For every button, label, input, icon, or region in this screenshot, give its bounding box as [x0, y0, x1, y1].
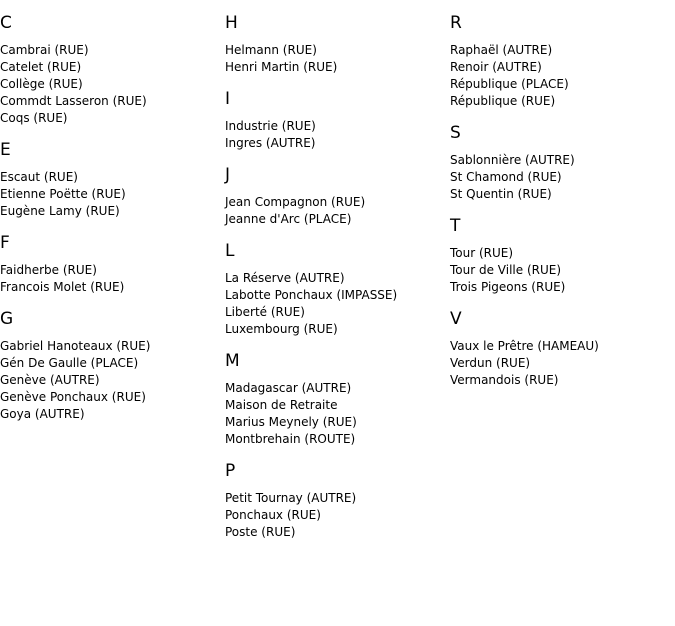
street-link[interactable]: Henri Martin (RUE) — [225, 60, 338, 74]
street-link[interactable]: Trois Pigeons (RUE) — [450, 280, 566, 294]
street-link[interactable]: Coqs (RUE) — [0, 111, 68, 125]
street-link[interactable]: Ponchaux (RUE) — [225, 508, 321, 522]
street-link[interactable]: Helmann (RUE) — [225, 43, 317, 57]
street-link[interactable]: Labotte Ponchaux (IMPASSE) — [225, 288, 398, 302]
section-letter-heading: E — [0, 140, 11, 160]
letter-section — [225, 88, 450, 152]
letter-section — [225, 164, 450, 228]
street-index-column-2 — [225, 12, 450, 553]
section-letter-heading: S — [450, 123, 461, 143]
street-link[interactable]: Raphaël (AUTRE) — [450, 43, 553, 57]
street-link[interactable]: Commdt Lasseron (RUE) — [0, 94, 147, 108]
section-letter-heading: G — [0, 309, 14, 329]
street-link[interactable]: Verdun (RUE) — [450, 356, 531, 370]
street-link[interactable]: Tour (RUE) — [450, 246, 514, 260]
section-letter-heading: R — [450, 13, 462, 33]
street-link[interactable]: La Réserve (AUTRE) — [225, 271, 345, 285]
street-link[interactable]: Escaut (RUE) — [0, 170, 78, 184]
street-link[interactable]: Liberté (RUE) — [225, 305, 305, 319]
letter-section — [0, 12, 225, 127]
section-letter-heading: F — [0, 233, 10, 253]
letter-section — [225, 460, 450, 541]
street-link[interactable]: Goya (AUTRE) — [0, 407, 85, 421]
street-link[interactable]: St Chamond (RUE) — [450, 170, 562, 184]
section-letter-heading: L — [225, 241, 235, 261]
letter-section — [450, 215, 675, 296]
street-link[interactable]: Genève (AUTRE) — [0, 373, 100, 387]
letter-section — [0, 232, 225, 296]
street-link[interactable]: Madagascar (AUTRE) — [225, 381, 352, 395]
street-link[interactable]: St Quentin (RUE) — [450, 187, 552, 201]
street-link[interactable]: Genève Ponchaux (RUE) — [0, 390, 146, 404]
street-link[interactable]: Collège (RUE) — [0, 77, 83, 91]
section-letter-heading: I — [225, 89, 231, 109]
letter-section — [450, 308, 675, 389]
letter-section — [450, 122, 675, 203]
street-link[interactable]: Marius Meynely (RUE) — [225, 415, 357, 429]
street-link[interactable]: Vermandois (RUE) — [450, 373, 559, 387]
street-link[interactable]: Maison de Retraite — [225, 398, 338, 412]
street-link[interactable]: Ingres (AUTRE) — [225, 136, 316, 150]
section-letter-heading: M — [225, 351, 240, 371]
letter-section — [225, 240, 450, 338]
street-link[interactable]: République (RUE) — [450, 94, 556, 108]
street-link[interactable]: Gén De Gaulle (PLACE) — [0, 356, 139, 370]
street-link[interactable]: Eugène Lamy (RUE) — [0, 204, 120, 218]
letter-section — [225, 350, 450, 448]
street-link[interactable]: Etienne Poëtte (RUE) — [0, 187, 126, 201]
section-letter-heading: H — [225, 13, 238, 33]
letter-section — [225, 12, 450, 76]
section-letter-heading: C — [0, 13, 12, 33]
letter-section — [0, 308, 225, 423]
street-link[interactable]: Jean Compagnon (RUE) — [225, 195, 366, 209]
section-letter-heading: T — [450, 216, 461, 236]
street-link[interactable]: Catelet (RUE) — [0, 60, 82, 74]
street-link[interactable]: Luxembourg (RUE) — [225, 322, 338, 336]
section-letter-heading: P — [225, 461, 236, 481]
street-link[interactable]: Industrie (RUE) — [225, 119, 316, 133]
section-letter-heading: V — [450, 309, 462, 329]
street-link[interactable]: Montbrehain (ROUTE) — [225, 432, 356, 446]
street-link[interactable]: Francois Molet (RUE) — [0, 280, 125, 294]
street-link[interactable]: Faidherbe (RUE) — [0, 263, 97, 277]
street-link[interactable]: Gabriel Hanoteaux (RUE) — [0, 339, 151, 353]
section-letter-heading: J — [225, 165, 231, 185]
street-link[interactable]: Cambrai (RUE) — [0, 43, 89, 57]
street-link[interactable]: Jeanne d'Arc (PLACE) — [225, 212, 352, 226]
street-link[interactable]: République (PLACE) — [450, 77, 569, 91]
street-index-column-3 — [450, 12, 675, 401]
letter-section — [0, 139, 225, 220]
street-index-column-1 — [0, 12, 225, 435]
street-link[interactable]: Poste (RUE) — [225, 525, 296, 539]
street-link[interactable]: Renoir (AUTRE) — [450, 60, 542, 74]
street-link[interactable]: Petit Tournay (AUTRE) — [225, 491, 357, 505]
street-link[interactable]: Tour de Ville (RUE) — [450, 263, 562, 277]
street-link[interactable]: Vaux le Prêtre (HAMEAU) — [450, 339, 599, 353]
street-link[interactable]: Sablonnière (AUTRE) — [450, 153, 575, 167]
letter-section — [450, 12, 675, 110]
